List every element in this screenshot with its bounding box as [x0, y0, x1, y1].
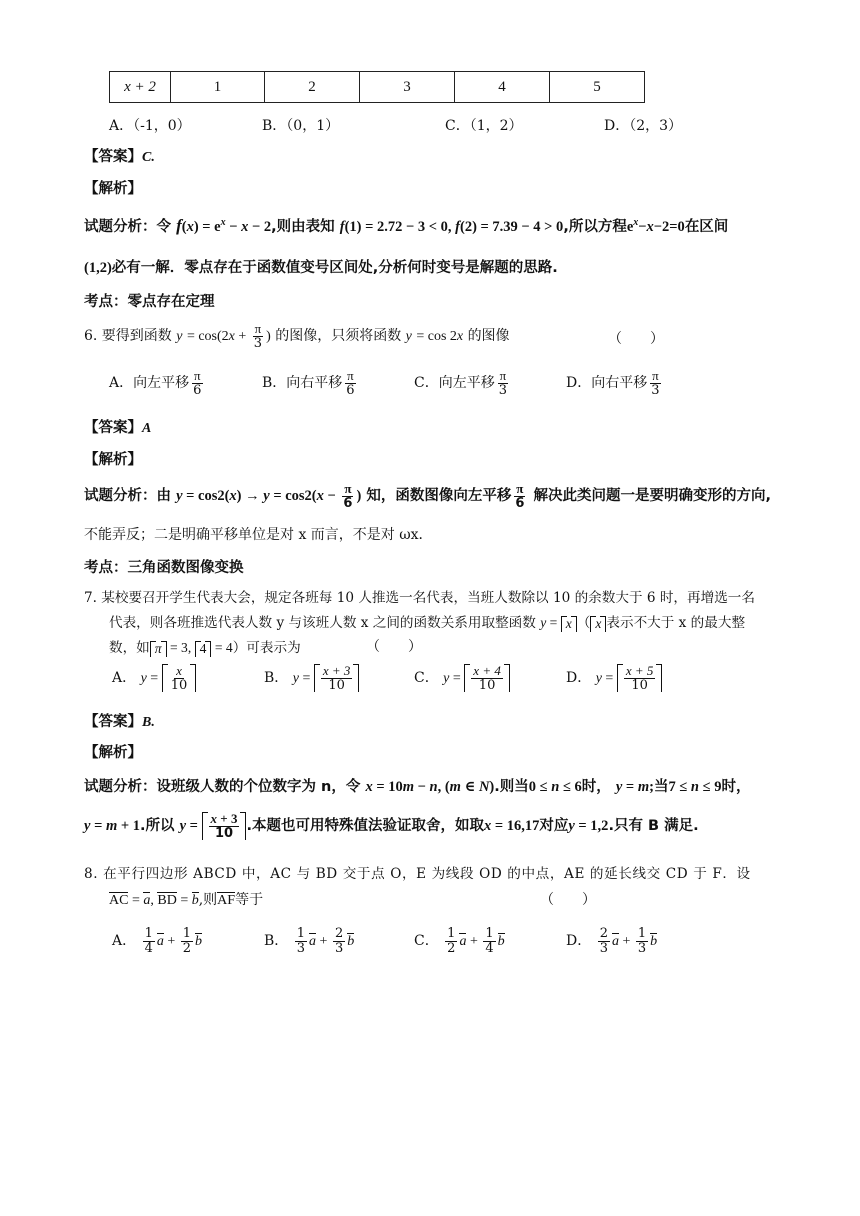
q7-option-a: A． y = $\frac{x}{10}$: [112, 664, 196, 692]
q5-topic: 考点：零点存在定理: [84, 294, 215, 310]
q7-line3: 数，如 π = 3, 4 = 4）可表示为: [109, 640, 301, 656]
table-cell: 3: [360, 72, 455, 103]
q7-answer: 【答案】B.: [84, 714, 155, 730]
q5-option-c: C．（1，2）: [445, 118, 523, 134]
q7-line2: 代表，则各班推选代表人数 y 与该班人数 x 之间的函数关系用取整函数 y = x （ x 表示不大于 x 的最大整: [109, 615, 746, 631]
q6-topic: 考点：三角函数图像变换: [84, 560, 244, 576]
q6-analysis-line1: 试题分析：由 y = cos2(x) → y = cos2(x − $\frac{\pi}{6}$ ) 知，函数图像向左平移 $\frac{\pi}{6}$ 解决此类问题一是要明确变形的方向,: [84, 481, 771, 511]
q6-stem: 6. 要得到函数 y = cos(2x + $\frac{\pi}{3}$ ) 的图像，只须将函数 y = cos 2x 的图像: [84, 321, 510, 351]
q7-analysis-label: 【解析】: [84, 745, 142, 761]
q8-line2: AC = a, BD = b,则AF等于: [109, 892, 264, 908]
value-table: [109, 71, 645, 103]
q5-option-a: A．（-1，0）: [109, 118, 191, 134]
q7-paren: （ ）: [366, 639, 422, 655]
q8-line1: 8. 在平行四边形 ABCD 中，AC 与 BD 交于点 O，E 为线段 OD 的中点，AE 的延长线交 CD 于 F．设: [84, 866, 751, 882]
table-cell: 1: [171, 72, 265, 103]
q6-paren: （ ）: [608, 331, 664, 347]
q6-answer: 【答案】A: [84, 420, 152, 436]
q8-paren: （ ）: [540, 892, 596, 908]
q5-option-b: B．（0，1）: [262, 118, 340, 134]
q6-analysis-label: 【解析】: [84, 452, 142, 468]
table-header-cell: x + 2: [110, 72, 171, 103]
q5-analysis-label: 【解析】: [84, 181, 142, 197]
q7-option-b: B． y = $\frac{x + 3}{10}$: [264, 664, 359, 692]
table-cell: 4: [455, 72, 550, 103]
q6-option-c: C．向左平移 $\frac{\pi}{3}$: [414, 368, 507, 398]
q5-answer: 【答案】C.: [84, 149, 155, 165]
q5-analysis-line2: (1,2)必有一解．零点存在于函数值变号区间处,分析何时变号是解题的思路.: [84, 260, 558, 276]
q6-option-b: B．向右平移 $\frac{\pi}{6}$: [262, 368, 355, 398]
q7-analysis-line2: y = m + 1.所以 y = $\frac{x + 3}{10}$ .本题也可用特殊值法验证取舍，如取x = 16,17对应y = 1,2.只有 B 满足.: [84, 811, 699, 841]
q7-option-d: D． y = $\frac{x + 5}{10}$: [566, 664, 662, 692]
q8-option-c: C． $\frac{1}{2}$ a + $\frac{1}{4}$ b: [414, 926, 505, 956]
q8-option-a: A． $\frac{1}{4}$ a + $\frac{1}{2}$ b: [112, 926, 203, 956]
q7-line1: 7. 某校要召开学生代表大会，规定各班每 10 人推选一名代表，当班人数除以 10 的余数大于 6 时，再增选一名: [84, 590, 755, 606]
q5-option-d: D．（2，3）: [604, 118, 683, 134]
table-cell: 2: [265, 72, 360, 103]
table-cell: 5: [550, 72, 645, 103]
q5-analysis-line1: 试题分析：令 $f(x) = e^x - x - 2$,则由表知 f(1) = 2.72 − 3 < 0, f(2) = 7.39 − 4 > 0,所以方程$e^x-x-2=0$在区间: [84, 216, 729, 235]
q6-analysis-line2: 不能弄反；二是明确平移单位是对 x 而言，不是对 ωx．: [84, 527, 433, 543]
q8-option-d: D． $\frac{2}{3}$ a + $\frac{1}{3}$ b: [566, 926, 658, 956]
q8-option-b: B． $\frac{1}{3}$ a + $\frac{2}{3}$ b: [264, 926, 355, 956]
q7-option-c: C． y = $\frac{x + 4}{10}$: [414, 664, 510, 692]
q7-analysis-line1: 试题分析：设班级人数的个位数字为 n，令 x = 10m − n, (m ∈ N).则当0 ≤ n ≤ 6时， y = m;当7 ≤ n ≤ 9时，: [84, 779, 751, 795]
q6-option-d: D．向右平移 $\frac{\pi}{3}$: [566, 368, 660, 398]
q6-option-a: A．向左平移 $\frac{\pi}{6}$: [109, 368, 202, 398]
